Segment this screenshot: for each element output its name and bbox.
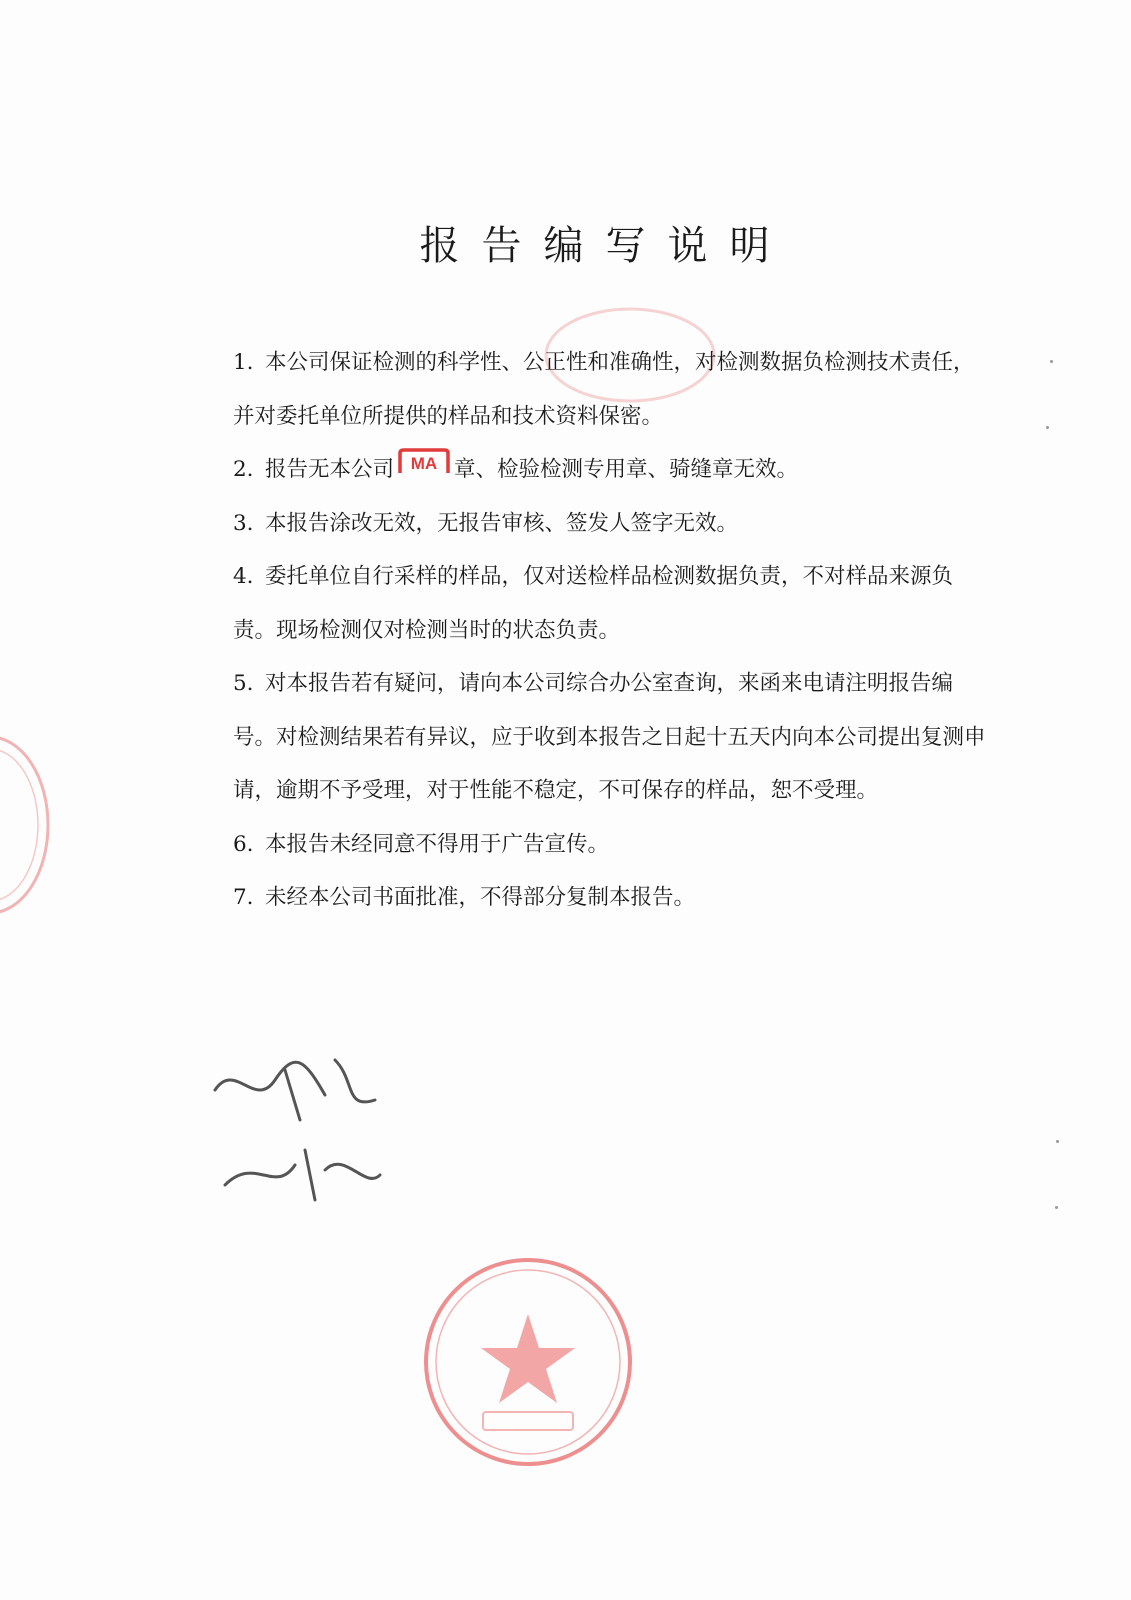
note-item-4	[233, 550, 993, 657]
page-title: 报告编写说明	[419, 223, 792, 269]
note-item-7	[233, 871, 993, 925]
note-text: 本报告涂改无效，无报告审核、签发人签字无效。	[265, 510, 739, 536]
speck	[1050, 360, 1053, 363]
note-text-after: 章、检验检测专用章、骑缝章无效。	[454, 457, 799, 482]
speck	[1056, 1140, 1059, 1143]
note-text: 未经本公司书面批准，不得部分复制本报告。	[265, 885, 696, 910]
note-item-5	[233, 657, 993, 818]
note-text: 本报告未经同意不得用于广告宣传。	[265, 831, 610, 857]
note-number: 5.	[233, 671, 254, 696]
note-text: 对本报告若有疑问，请向本公司综合办公室查询，来函来电请注明报告编号。对检测结果若有异议，应于收到本报告之日起十五天内向本公司提出复测申请，逾期不予受理，对于性能不稳定，不可保存的样品，恕不受理。	[233, 671, 986, 803]
notes-list	[233, 336, 993, 925]
ma-mark-text: MA	[410, 454, 438, 473]
note-number: 3.	[233, 510, 254, 536]
signature-approver	[205, 1040, 395, 1130]
speck	[1055, 1206, 1058, 1209]
note-item-1	[233, 336, 993, 443]
note-number: 4.	[233, 564, 254, 589]
signature-issuer	[215, 1130, 385, 1210]
left-edge-seal	[0, 730, 60, 920]
note-number: 6.	[233, 831, 254, 857]
note-item-3	[233, 497, 993, 551]
inspection-seal	[418, 1252, 638, 1472]
note-number: 1.	[233, 350, 254, 375]
note-item-6	[233, 818, 993, 872]
speck	[1046, 426, 1049, 429]
note-item-2	[233, 443, 993, 497]
note-text: 委托单位自行采样的样品，仅对送检样品检测数据负责，不对样品来源负责。现场检测仅对检测当时的状态负责。	[233, 564, 954, 643]
note-text: 本公司保证检测的科学性、公正性和准确性，对检测数据负检测技术责任，并对委托单位所提供的样品和技术资料保密。	[233, 350, 975, 429]
ma-certification-icon	[396, 447, 452, 477]
note-number: 7.	[233, 885, 254, 910]
note-number: 2.	[233, 457, 254, 482]
note-text-before: 报告无本公司	[265, 457, 395, 482]
